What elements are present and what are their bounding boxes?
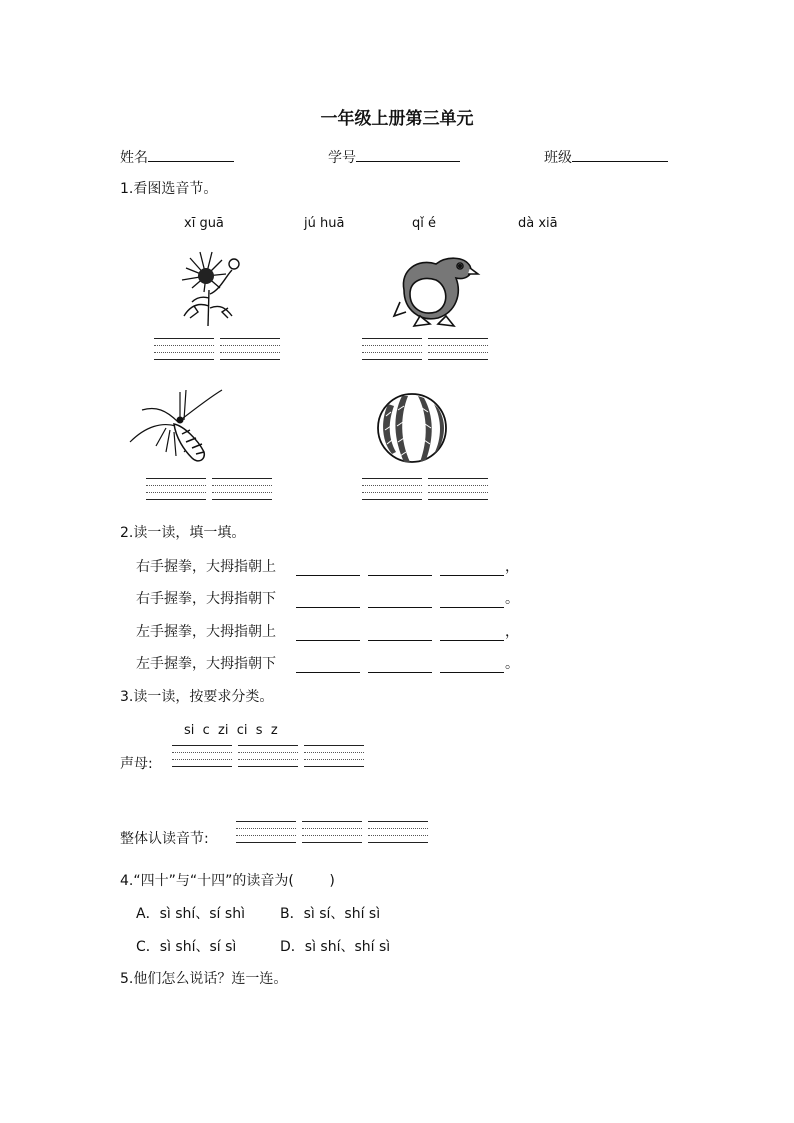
q2-line-4-blank-1[interactable] <box>296 672 360 673</box>
option-juhua: jú huā <box>304 216 345 231</box>
option-qie: qǐ é <box>412 216 436 231</box>
q2-line-2-blank-3[interactable] <box>440 607 504 608</box>
page-title: 一年级上册第三单元 <box>320 109 474 129</box>
class-blank[interactable] <box>572 147 668 162</box>
q2-line-1-end: ， <box>505 559 519 575</box>
q2-line-4-end: 。 <box>505 656 519 672</box>
shrimp-picture <box>126 386 224 470</box>
q2-line-2: 右手握拳，大拇指朝下 <box>136 591 276 607</box>
option-xigua: xī guā <box>184 216 224 231</box>
q2-line-3-blank-2[interactable] <box>368 640 432 641</box>
name-blank[interactable] <box>148 147 234 162</box>
initials-label: 声母: <box>120 756 153 772</box>
q2-line-2-blank-1[interactable] <box>296 607 360 608</box>
penguin-picture <box>390 250 478 328</box>
q2-line-4-blank-2[interactable] <box>368 672 432 673</box>
option-b[interactable]: B．sì sí、shí sì <box>280 906 381 922</box>
syllable-list: si c zi ci s z <box>184 723 278 738</box>
question-1-prompt: 1.看图选音节。 <box>120 181 218 197</box>
name-field <box>120 147 234 167</box>
q2-line-3-blank-3[interactable] <box>440 640 504 641</box>
option-d[interactable]: D．sì shí、shí sì <box>280 939 391 955</box>
q2-line-4-blank-3[interactable] <box>440 672 504 673</box>
q2-line-3-end: ， <box>505 624 519 640</box>
class-field <box>544 147 668 167</box>
question-5-prompt: 5.他们怎么说话？连一连。 <box>120 971 288 987</box>
q2-line-2-blank-2[interactable] <box>368 607 432 608</box>
q2-line-3: 左手握拳，大拇指朝上 <box>136 624 276 640</box>
q2-line-1-blank-1[interactable] <box>296 575 360 576</box>
class-label: 班级 <box>544 150 572 166</box>
id-blank[interactable] <box>356 147 460 162</box>
name-label: 姓名 <box>120 150 148 166</box>
question-4-prompt: 4.“四十”与“十四”的读音为( ) <box>120 873 335 889</box>
q2-line-1-blank-3[interactable] <box>440 575 504 576</box>
chrysanthemum-picture <box>176 246 242 328</box>
option-daxia: dà xiā <box>518 216 558 231</box>
q2-line-2-end: 。 <box>505 591 519 607</box>
q2-line-3-blank-1[interactable] <box>296 640 360 641</box>
id-field <box>328 147 460 167</box>
q2-line-1: 右手握拳，大拇指朝上 <box>136 559 276 575</box>
whole-syllable-label: 整体认读音节: <box>120 831 209 847</box>
option-a[interactable]: A．sì shí、sí shì <box>136 906 245 922</box>
question-2-prompt: 2.读一读，填一填。 <box>120 525 246 541</box>
q2-line-4: 左手握拳，大拇指朝下 <box>136 656 276 672</box>
q2-line-1-blank-2[interactable] <box>368 575 432 576</box>
option-c[interactable]: C．sì shí、sí sì <box>136 939 237 955</box>
watermelon-picture <box>374 392 450 464</box>
id-label: 学号 <box>328 150 356 166</box>
question-3-prompt: 3.读一读，按要求分类。 <box>120 689 274 705</box>
